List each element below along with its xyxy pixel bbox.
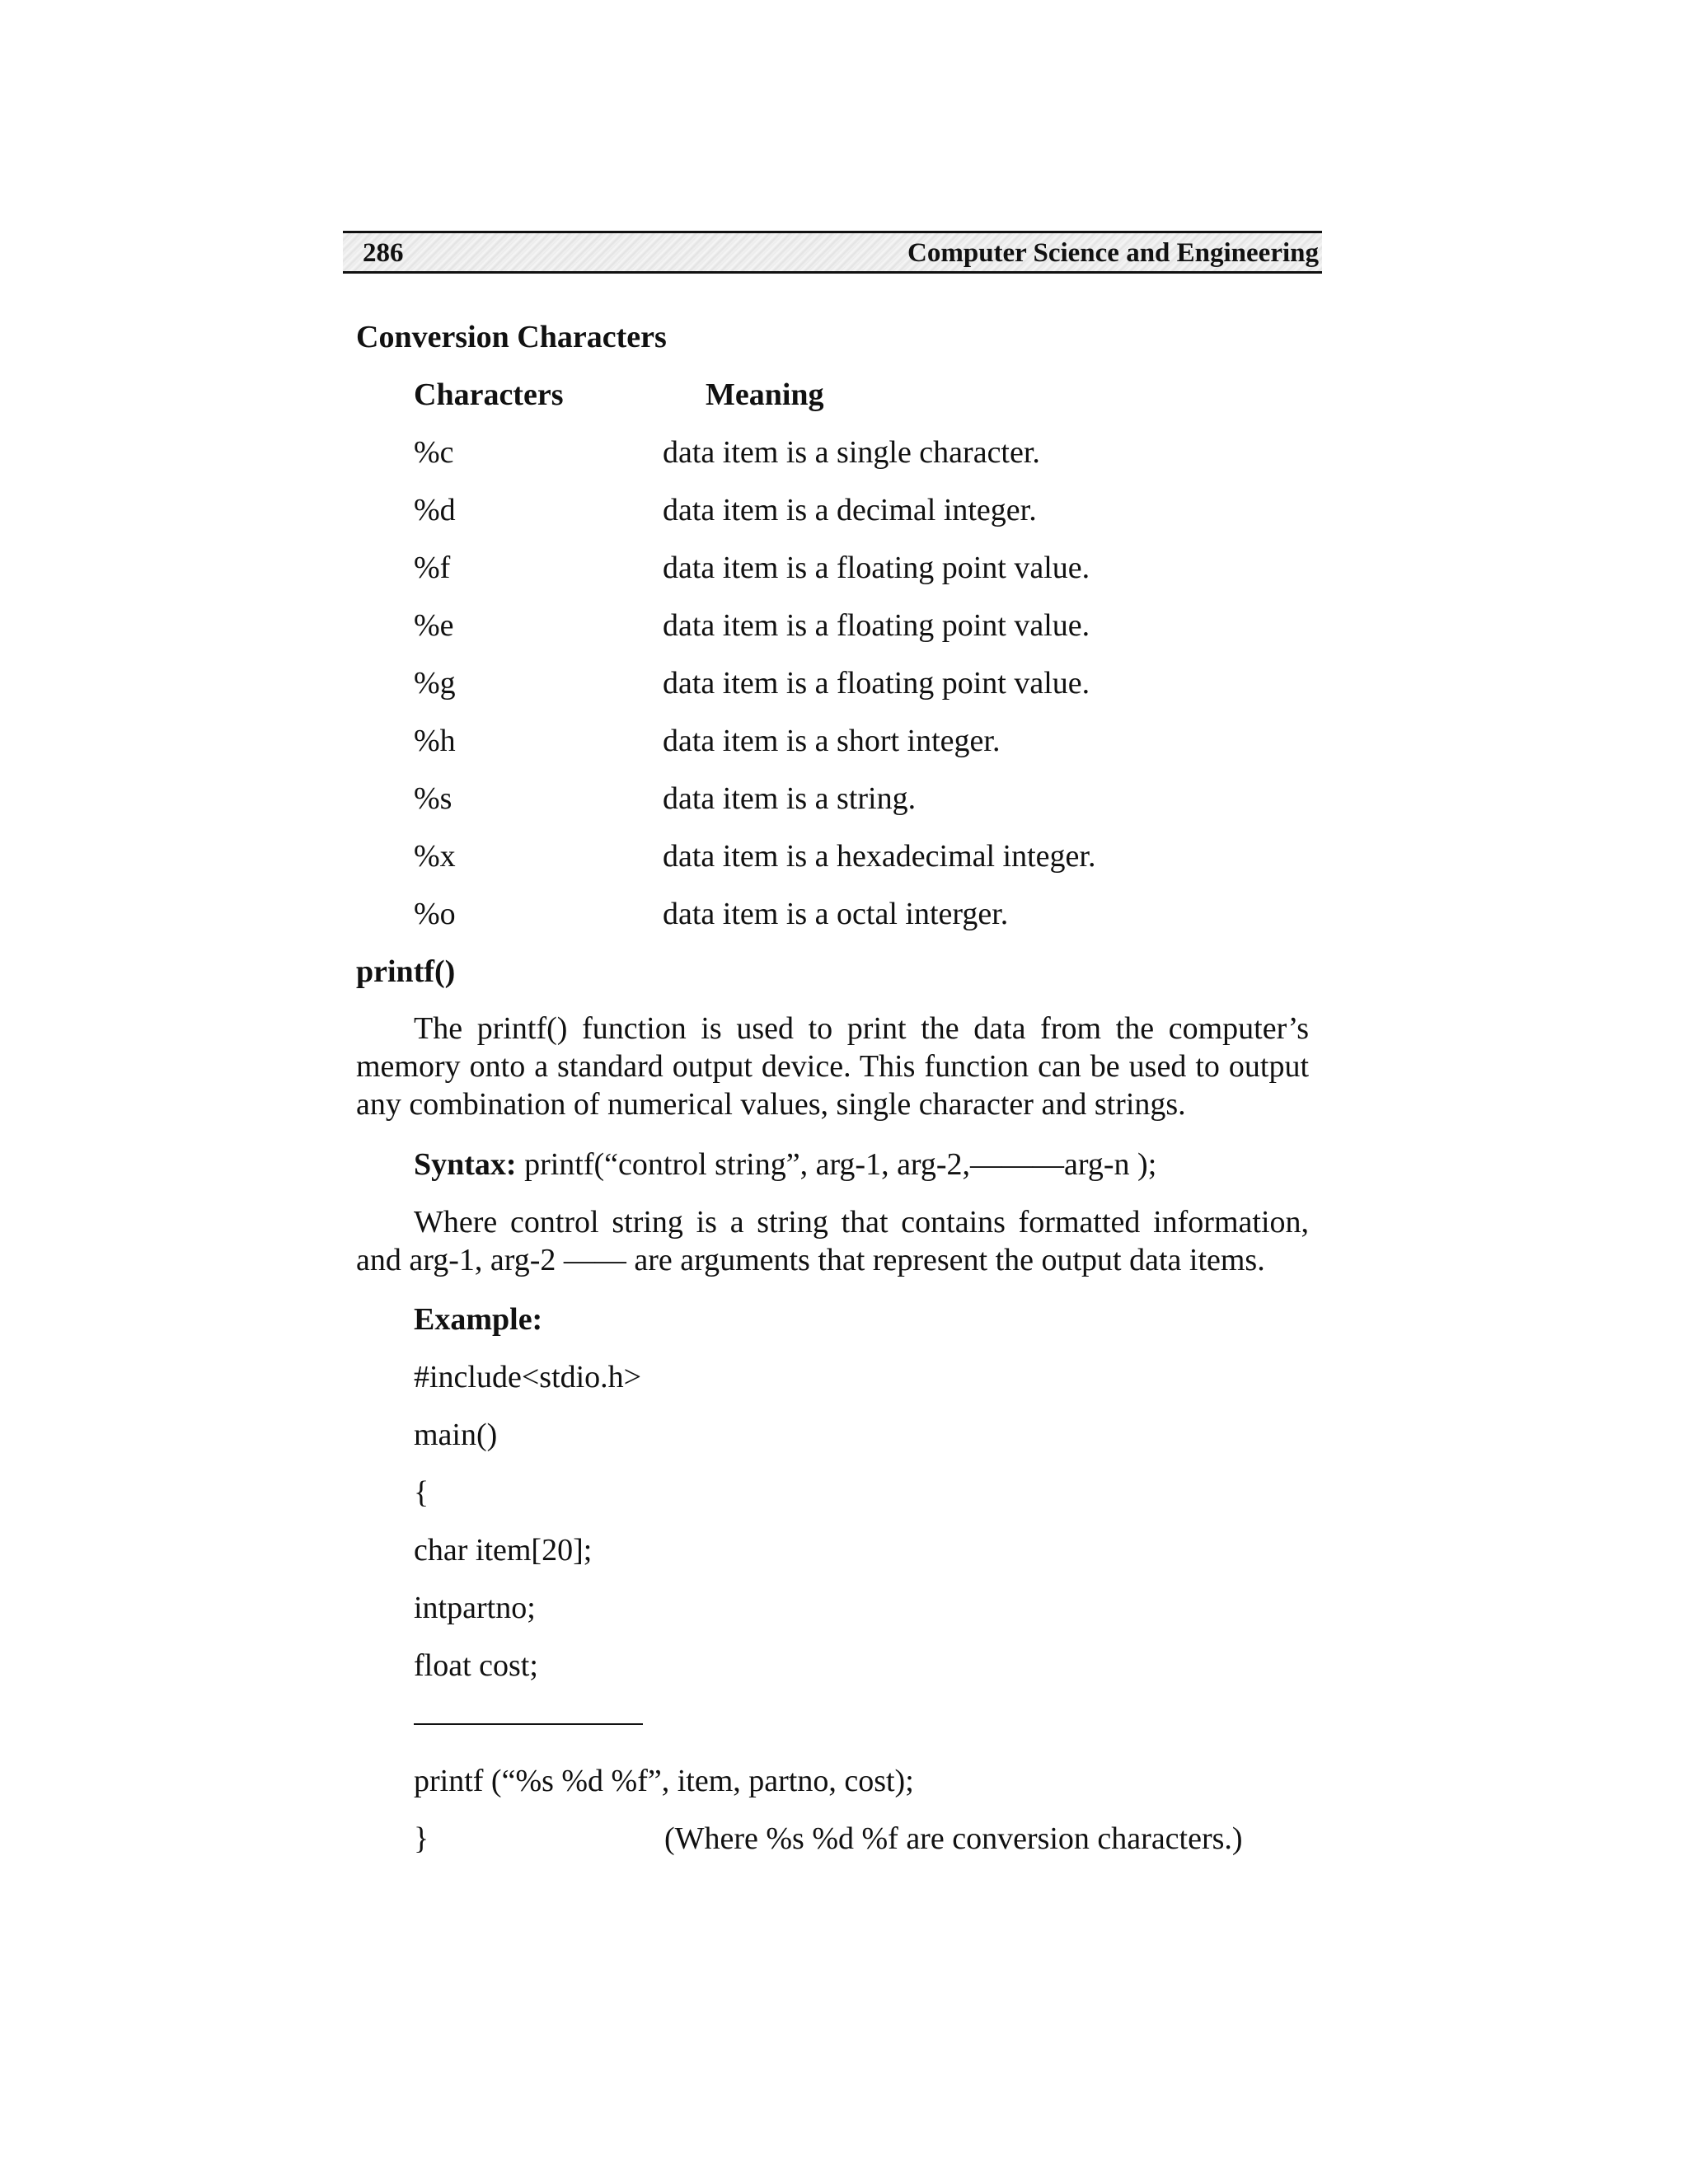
conversion-meaning: data item is a short integer. — [663, 724, 1001, 758]
code-line: main() — [414, 1418, 498, 1452]
syntax-label: Syntax: — [414, 1147, 517, 1182]
conversion-meaning: data item is a string. — [663, 781, 917, 816]
code-line: char item[20]; — [414, 1533, 593, 1568]
code-line: } — [414, 1821, 429, 1856]
code-line: #include<stdio.h> — [414, 1360, 642, 1394]
conversion-char: %f — [414, 551, 451, 585]
code-omission-rule — [414, 1723, 643, 1725]
syntax-line — [414, 1145, 1156, 1184]
conversion-meaning: data item is a single character. — [663, 435, 1040, 470]
section-heading-printf: printf() — [356, 954, 456, 989]
section-heading-conversion: Conversion Characters — [356, 320, 667, 354]
conversion-meaning: data item is a decimal integer. — [663, 493, 1037, 527]
code-line: intpartno; — [414, 1591, 536, 1625]
conversion-char: %h — [414, 724, 456, 758]
conversion-char: %o — [414, 897, 456, 931]
column-header-meaning: Meaning — [706, 377, 824, 412]
column-header-characters: Characters — [414, 377, 564, 412]
example-label: Example: — [414, 1302, 543, 1337]
conversion-char: %c — [414, 435, 454, 470]
conversion-char: %d — [414, 493, 456, 527]
running-title: Computer Science and Engineering — [907, 238, 1319, 268]
conversion-char: %x — [414, 839, 456, 874]
code-line: { — [414, 1475, 429, 1510]
printf-description: The printf() function is used to print the data from the computer’s memory onto a standard output device. This function can be used to output any combination of numerical values, single character and strings. — [356, 1011, 1309, 1122]
running-header — [343, 231, 1322, 274]
where-paragraph: Where control string is a string that contains formatted information, and arg-1, arg-2 —— are arguments that represent the output data items. — [356, 1205, 1309, 1277]
conversion-meaning: data item is a floating point value. — [663, 551, 1090, 585]
conversion-char: %s — [414, 781, 452, 816]
conversion-meaning: data item is a hexadecimal integer. — [663, 839, 1096, 874]
conversion-char: %e — [414, 608, 454, 643]
page-number: 286 — [363, 238, 404, 268]
conversion-char: %g — [414, 666, 456, 701]
conversion-meaning: data item is a floating point value. — [663, 608, 1090, 643]
code-line: printf (“%s %d %f”, item, partno, cost); — [414, 1764, 914, 1798]
syntax-text: printf(“control string”, arg-1, arg-2,———arg-n ); — [516, 1147, 1157, 1182]
code-line: float cost; — [414, 1648, 538, 1683]
conversion-meaning: data item is a floating point value. — [663, 666, 1090, 701]
code-note: (Where %s %d %f are conversion characters.) — [664, 1821, 1243, 1856]
conversion-meaning: data item is a octal interger. — [663, 897, 1009, 931]
